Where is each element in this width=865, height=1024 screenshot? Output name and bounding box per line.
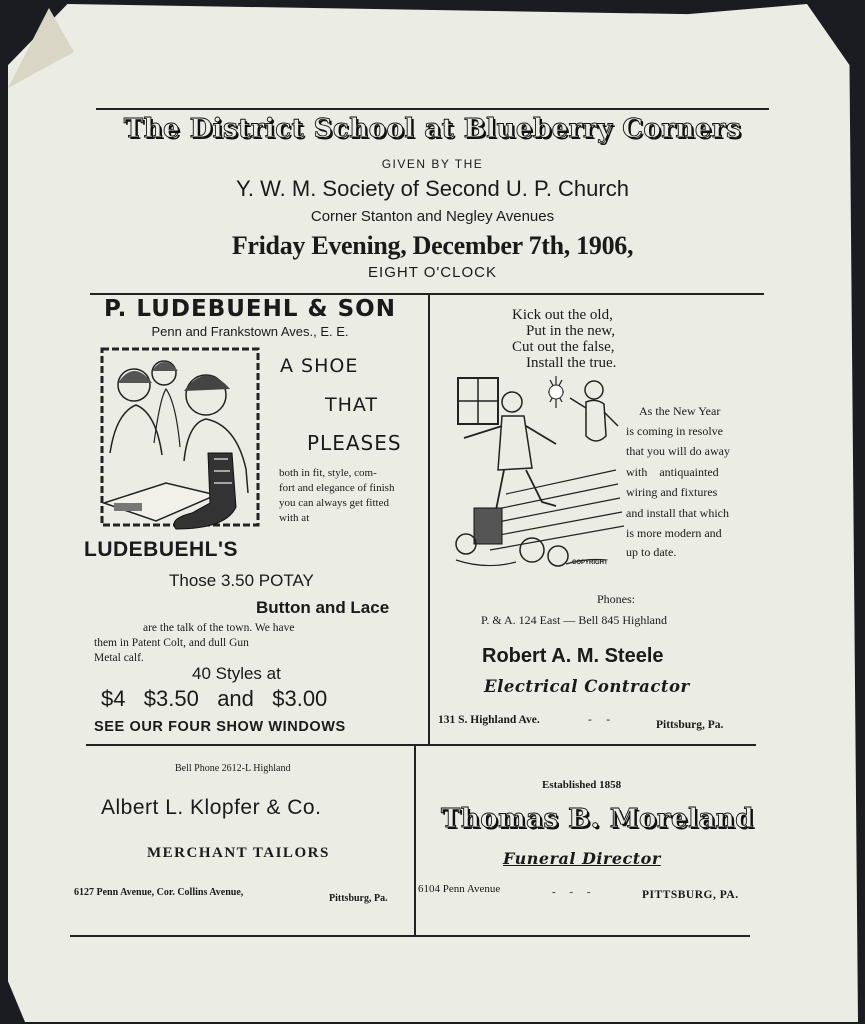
- poem-line-1: Kick out the old,: [512, 307, 613, 323]
- given-by-label: GIVEN BY THE: [381, 157, 484, 171]
- steele-name: Robert A. M. Steele: [482, 645, 664, 667]
- moreland-established: Established 1858: [542, 779, 622, 791]
- styles-line: 40 Styles at: [192, 664, 281, 683]
- society-name: Y. W. M. Society of Second U. P. Church: [236, 176, 629, 201]
- klopfer-city: Pittsburg, Pa.: [329, 893, 388, 904]
- phones-label: Phones:: [597, 592, 636, 606]
- potay-line: Those 3.50 POTAY: [169, 571, 314, 590]
- talk-line-2: them in Patent Colt, and dull Gun: [94, 637, 249, 649]
- event-title: The District School at Blueberry Corners: [123, 114, 742, 144]
- middle-divider: [86, 744, 756, 746]
- ludebuehl-address: Penn and Frankstown Aves., E. E.: [151, 324, 349, 339]
- fit-desc-2: fort and elegance of finish: [279, 482, 395, 494]
- poem-line-4: Install the true.: [526, 355, 617, 371]
- klopfer-address: 6127 Penn Avenue, Cor. Collins Avenue,: [74, 887, 244, 898]
- moreland-address: 6104 Penn Avenue: [418, 883, 501, 895]
- poem-line-2: Put in the new,: [526, 323, 616, 339]
- column-divider-lower: [414, 745, 416, 935]
- header-divider: [90, 293, 764, 295]
- slogan-that: THAT: [325, 394, 379, 416]
- moreland-dashes: - - -: [552, 886, 591, 898]
- slogan-a-shoe: A SHOE: [280, 355, 359, 377]
- klopfer-name: Albert L. Klopfer & Co.: [101, 796, 322, 819]
- moreland-title: Funeral Director: [503, 849, 661, 868]
- talk-line-1: are the talk of the town. We have: [143, 622, 295, 634]
- steele-text-3: that you will do away: [626, 444, 730, 458]
- event-location: Corner Stanton and Negley Avenues: [310, 208, 555, 225]
- steele-text-5: wiring and fixtures: [626, 485, 718, 499]
- steele-text-7: is more modern and: [626, 526, 722, 540]
- button-lace-line: Button and Lace: [256, 598, 390, 617]
- fit-desc-4: with at: [279, 512, 310, 524]
- steele-address: 131 S. Highland Ave.: [438, 714, 540, 726]
- steele-title: Electrical Contractor: [484, 677, 690, 696]
- steele-text-1: As the New Year: [639, 404, 721, 418]
- electrician-illustration: [446, 374, 628, 572]
- women-shoe-illustration: [96, 343, 264, 533]
- ludebuehl-brand: LUDEBUEHL'S: [84, 538, 238, 561]
- event-date: Friday Evening, December 7th, 1906,: [231, 231, 634, 260]
- steele-text-2: is coming in resolve: [626, 424, 723, 438]
- bottom-rule: [70, 935, 750, 937]
- moreland-name: Thomas B. Moreland: [441, 804, 754, 834]
- steele-city: Pittsburg, Pa.: [656, 719, 724, 731]
- poem-line-3: Cut out the false,: [512, 339, 615, 355]
- ludebuehl-name: P. LUDEBUEHL & SON: [104, 296, 396, 322]
- phones-numbers: P. & A. 124 East — Bell 845 Highland: [481, 613, 667, 627]
- klopfer-title: MERCHANT TAILORS: [147, 845, 330, 861]
- steele-text-6: and install that which: [626, 506, 729, 520]
- prices-line: $4 $3.50 and $3.00: [101, 686, 328, 711]
- show-windows-line: SEE OUR FOUR SHOW WINDOWS: [94, 719, 346, 735]
- moreland-city: PITTSBURG, PA.: [642, 889, 739, 901]
- copyright-mark: COPYRIGHT: [572, 560, 608, 566]
- talk-line-3: Metal calf.: [94, 652, 144, 664]
- column-divider-upper: [428, 294, 430, 744]
- klopfer-phone: Bell Phone 2612-L Highland: [175, 763, 291, 774]
- steele-text-8: up to date.: [626, 545, 677, 559]
- top-rule: [96, 108, 769, 110]
- steele-dashes: - -: [588, 714, 611, 726]
- fit-desc-3: you can always get fitted: [279, 497, 389, 509]
- event-time: EIGHT O'CLOCK: [368, 264, 497, 281]
- steele-text-4: with antiquainted: [626, 465, 719, 479]
- fit-desc-1: both in fit, style, com-: [279, 467, 377, 479]
- slogan-pleases: PLEASES: [307, 431, 402, 455]
